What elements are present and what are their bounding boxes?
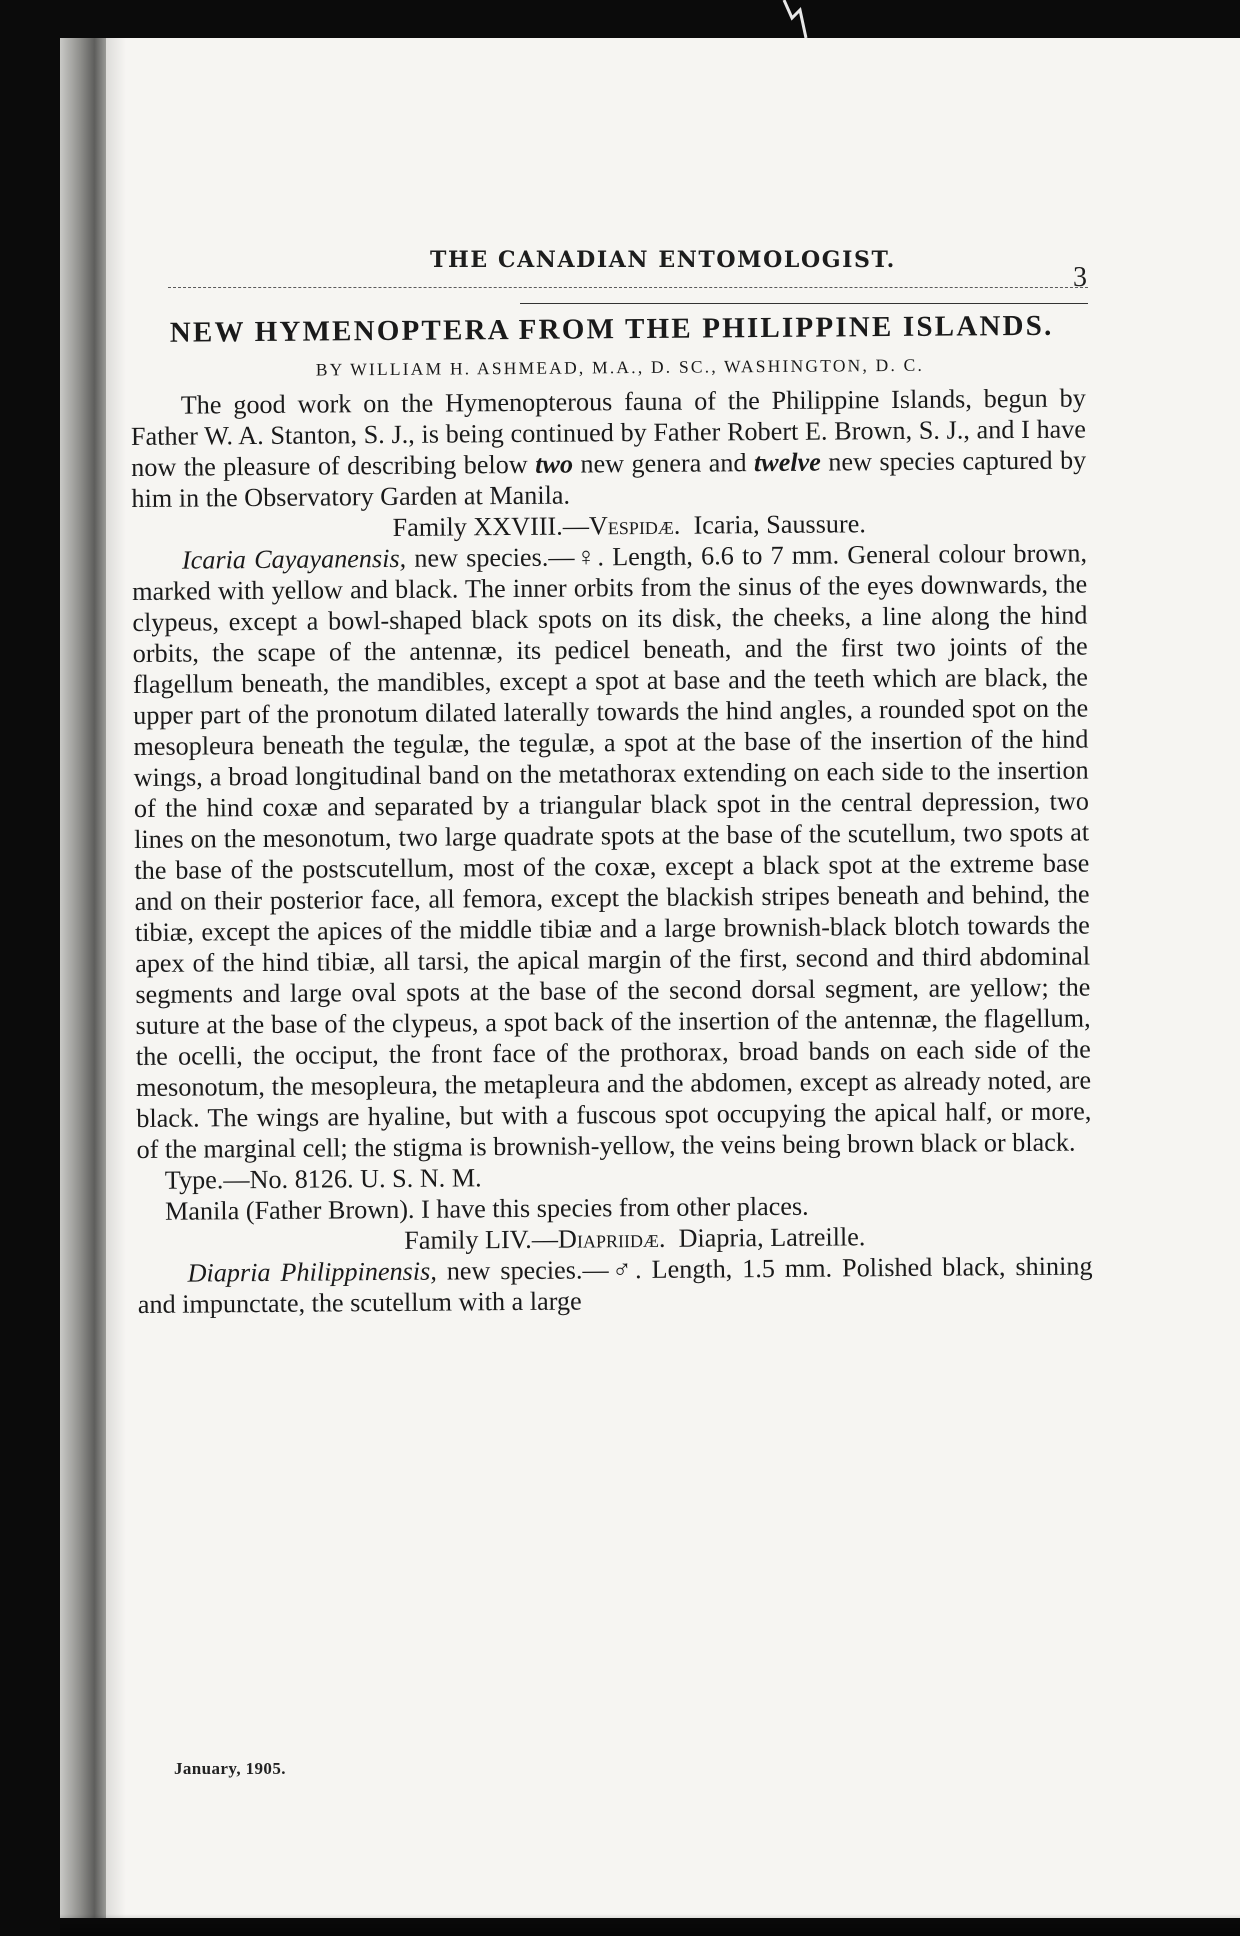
icaria-description (132, 537, 1092, 1164)
header-rule-dashed (168, 287, 1088, 288)
intro-text-3: new species captured by him in the Observatory Garden at Manila. (131, 445, 1087, 513)
species-text-icaria: General colour brown, marked with yellow and black. The inner orbits from the sinus of the eyes downwards, the clypeus, except a bowl-shaped black spots on its disk, the cheeks, a line along the hind orbits, the scape of the antennæ, its pedicel beneath, and the first two joints of the flagellum beneath, the mandibles, except a spot at base and the teeth which are black, the upper part of the pronotum dilated laterally towards the hind angles, a rounded spot on the mesopleura beneath the tegulæ, the tegulæ, a spot at the base of the insertion of the hind wings, a broad longitudinal band on the metathorax extending on each side to the insertion of the hind coxæ and separated by a triangular black spot in the central depression, two lines on the mesonotum, two large quadrate spots at the base of the scutellum, two spots at the base of the postscutellum, most of the coxæ, except a black spot at the extreme base and on their posterior face, all femora, except the blackish stripes beneath and behind, the tibiæ, except the apices of the middle tibiæ and a large brownish-black blotch towards the apex of the hind tibiæ, all tarsi, the apical margin of the first, second and third abdominal segments and large oval spots at the base of the second dorsal segment, are yellow; the suture at the base of the clypeus, a spot back of the insertion of the antennæ, the flagellum, the ocelli, the occiput, the front face of the prothorax, broad bands on each side of the mesonotum, the mesopleura, the metapleura and the abdomen, except as already noted, are black. The wings are hyaline, but with a fuscous spot occupying the apical half, or more, of the marginal cell; the stigma is brownish-yellow, the veins being brown black or black. (132, 538, 1092, 1164)
species-name-diapria: Diapria Philippinensis, (187, 1256, 437, 1288)
intro-emphasis-two: two (535, 449, 574, 479)
binding-gutter (60, 38, 106, 1918)
issue-date: January, 1905. (174, 1759, 286, 1778)
article-body (131, 382, 1093, 1319)
author-byline: BY WILLIAM H. ASHMEAD, M.A., D. SC., WASHINGTON, D. C. (315, 354, 925, 380)
species-lead-icaria: new species.—♀. Length, 6.6 to 7 mm. (406, 540, 840, 573)
intro-emphasis-twelve: twelve (753, 447, 821, 478)
intro-text-1: The good work on the Hymenopterous fauna of the Philippine Islands, begun by Father W. A. Stanton, S. J., is being continued by Father Robert E. Brown, S. J., and I have now the pleasure of describing below (130, 383, 1087, 482)
diapria-description (137, 1250, 1092, 1319)
locality-line: Manila (Father Brown). I have this species from other places. (164, 1191, 809, 1226)
family-name: Vespidæ. (588, 510, 681, 541)
family-name-2: Diapriidæ. (557, 1223, 666, 1254)
genus-name-2: Diapria, Latreille. (678, 1222, 866, 1253)
page-number: 3 (1073, 262, 1087, 293)
family-number-2: Family LIV.— (404, 1224, 559, 1255)
intro-text-2: new genera and (572, 448, 755, 479)
species-name-icaria: Icaria Cayayanensis, (181, 543, 407, 575)
family-number: Family XXVIII.— (392, 511, 590, 542)
genus-name: Icaria, Saussure. (693, 509, 866, 540)
intro-paragraph (131, 382, 1087, 513)
article (130, 302, 1093, 1319)
article-title: NEW HYMENOPTERA FROM THE PHILIPPINE ISLANDS. (169, 309, 1054, 349)
species-text-diapria: new species.—♂. Length, 1.5 mm. Polished black, shining and impunctate, the scutellum with a large (137, 1251, 1093, 1319)
clip-mark-icon (780, 0, 808, 40)
running-head: THE CANADIAN ENTOMOLOGIST. (430, 247, 896, 273)
bottom-edge-shadow (60, 1914, 1240, 1936)
gutter-shadow (106, 38, 126, 1918)
type-line: Type.—No. 8126. U. S. N. M. (164, 1163, 482, 1195)
